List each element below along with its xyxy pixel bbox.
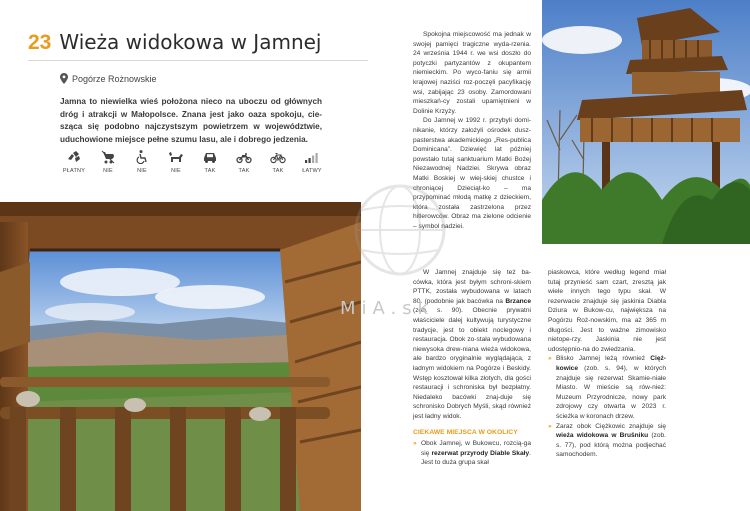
wooden-tower-illustration — [542, 0, 750, 244]
stroller-icon — [100, 150, 116, 164]
tower-view-illustration — [0, 202, 361, 511]
amenity-car: TAK — [198, 150, 222, 174]
paragraph-reserve-continued: piaskowca, które według legend miał tutaj przynieść sam czart, zresztą jak wiele innych tego typu skał. W rezerwacie znajduje się jaskinia Diabla Dziura w Bukow-cu, największa na Pogórzu Roż-nowskim, ma aż 365 m długości. Jest to ważne zimowisko nietope-rzy. Jaskinia nie jest udostępnio-na do zwiedzania. — [548, 269, 666, 353]
watermark-text: MiA.sk — [340, 298, 435, 319]
amenity-bicycle: TAK — [266, 150, 290, 174]
paragraph-bacowka: W Jamnej znajduje się też ba-cówka, która jest byłym schroni-skiem PTTK, została wybudowana w latach 80. (podobnie jak bacówka na Brzance (zob. s. 90). Obecnie prywatni właściciele dalej kultywują turystyczne tradycje, jest to obiekt noclegowy i restauracja. Obok zo-stała wybudowana niewysoka drew-niana wieża widokowa, ale bardzo oryginalnie wyglądająca, z ładnym widokiem na Pogórze i Beskidy. Wstęp kosztował kilka złotych, dla gości restauracji i schroniska był bezpłatny. Niedaleko bacówki znaj-duje się schronisko Dobrych Myśli, skąd również jest ładny widok. — [413, 269, 531, 420]
bicycle-icon — [270, 150, 286, 164]
attraction-number: 23 — [28, 31, 52, 54]
amenity-motorcycle: TAK — [232, 150, 256, 174]
globe-watermark-icon — [350, 180, 450, 280]
bullet-diable-skaly: » Obok Jamnej, w Bukowcu, rozcią-ga się rezerwat przyrody Diable Skały. Jest to duża grupa skał — [413, 439, 531, 468]
bullet-ciezkowice: » Blisko Jamnej leżą również Cięż-kowice (zob. s. 94), w których znajduje się rezerwat Skamie-niałe Miasto. W mieście są rów-nież: Muzeum Przyrodnicze, nowy park zdrojowy czy otwarta w 2023 r. ścieżka w koronach drzew. — [548, 354, 666, 421]
amenity-difficulty: ŁATWY — [300, 150, 324, 174]
region-name: Pogórze Rożnowskie — [72, 73, 157, 84]
photo-tower-view — [0, 202, 361, 511]
text-column-3 — [548, 268, 666, 460]
difficulty-icon — [304, 150, 320, 164]
amenities-row — [62, 150, 324, 174]
bullet-brusnik-tower: » Zaraz obok Ciężkowic znajduje się wieża widokowa w Brušniku (zob. s. 77), pod którą można podjechać samochodem. — [548, 422, 666, 460]
paragraph-history: Spokojna miejscowość ma jednak w swojej pamięci tragiczne wyda-rzenia. 24 września 1944 r. we wsi doszło do potyczki partyzantów z okupantem niemieckim. Po wyco-faniu się armii krajowej naziści roz-poczęli pacyfikację wsi, zabijając 23 osoby. Zamordowani mieszkań-cy zostali upamiętnieni w Dolinie Krzyży. — [413, 31, 531, 115]
photo-wooden-tower — [542, 0, 750, 244]
dog-icon — [168, 150, 184, 164]
heading-divider — [28, 60, 368, 61]
amenity-stroller: NIE — [96, 150, 120, 174]
page-heading — [28, 30, 321, 55]
region-label — [60, 73, 157, 84]
car-icon — [202, 150, 218, 164]
intro-paragraph: Jamna to niewielka wieś położona nieco na uboczu od głównych dróg i atrakcji w Małopolsce. Znana jest jako oaza spokoju, cie-sząca się podobno najczystszym powietrzem w województwie, uduchowione miejsce pełne szumu lasu, ale i dobrego jedzenia. — [60, 97, 322, 144]
motorcycle-icon — [236, 150, 252, 164]
section-title-nearby: CIEKAWE MIEJSCA W OKOLICY — [413, 428, 518, 436]
amenity-wheelchair: NIE — [130, 150, 154, 174]
amenity-fee: PŁATNY — [62, 150, 86, 174]
paragraph-dominicans: Do Jamnej w 1992 r. przybyli domi-nikanie, którzy założyli ośrodek dusz-pasterstwa akademickiego „Res-publica Dominicana”. Dziewięć lat później powstało tutaj sanktuarium Matki Bożej Niezawodnej Nadziei. Skrywa obraz Matki Boskiej w wiej-skiej chustce i chroniącej Dzieciąt-ko – ma przypominać młodą matkę z dzieckiem, która została zastrzelona przez hitlerowców. Obraz ma zielone odcienie – symbol nadziei. — [413, 117, 531, 230]
page-title: Wieża widokowa w Jamnej — [59, 30, 322, 54]
location-pin-icon — [60, 73, 68, 84]
amenity-dogs: NIE — [164, 150, 188, 174]
money-icon — [66, 150, 82, 164]
wheelchair-icon — [134, 150, 150, 164]
